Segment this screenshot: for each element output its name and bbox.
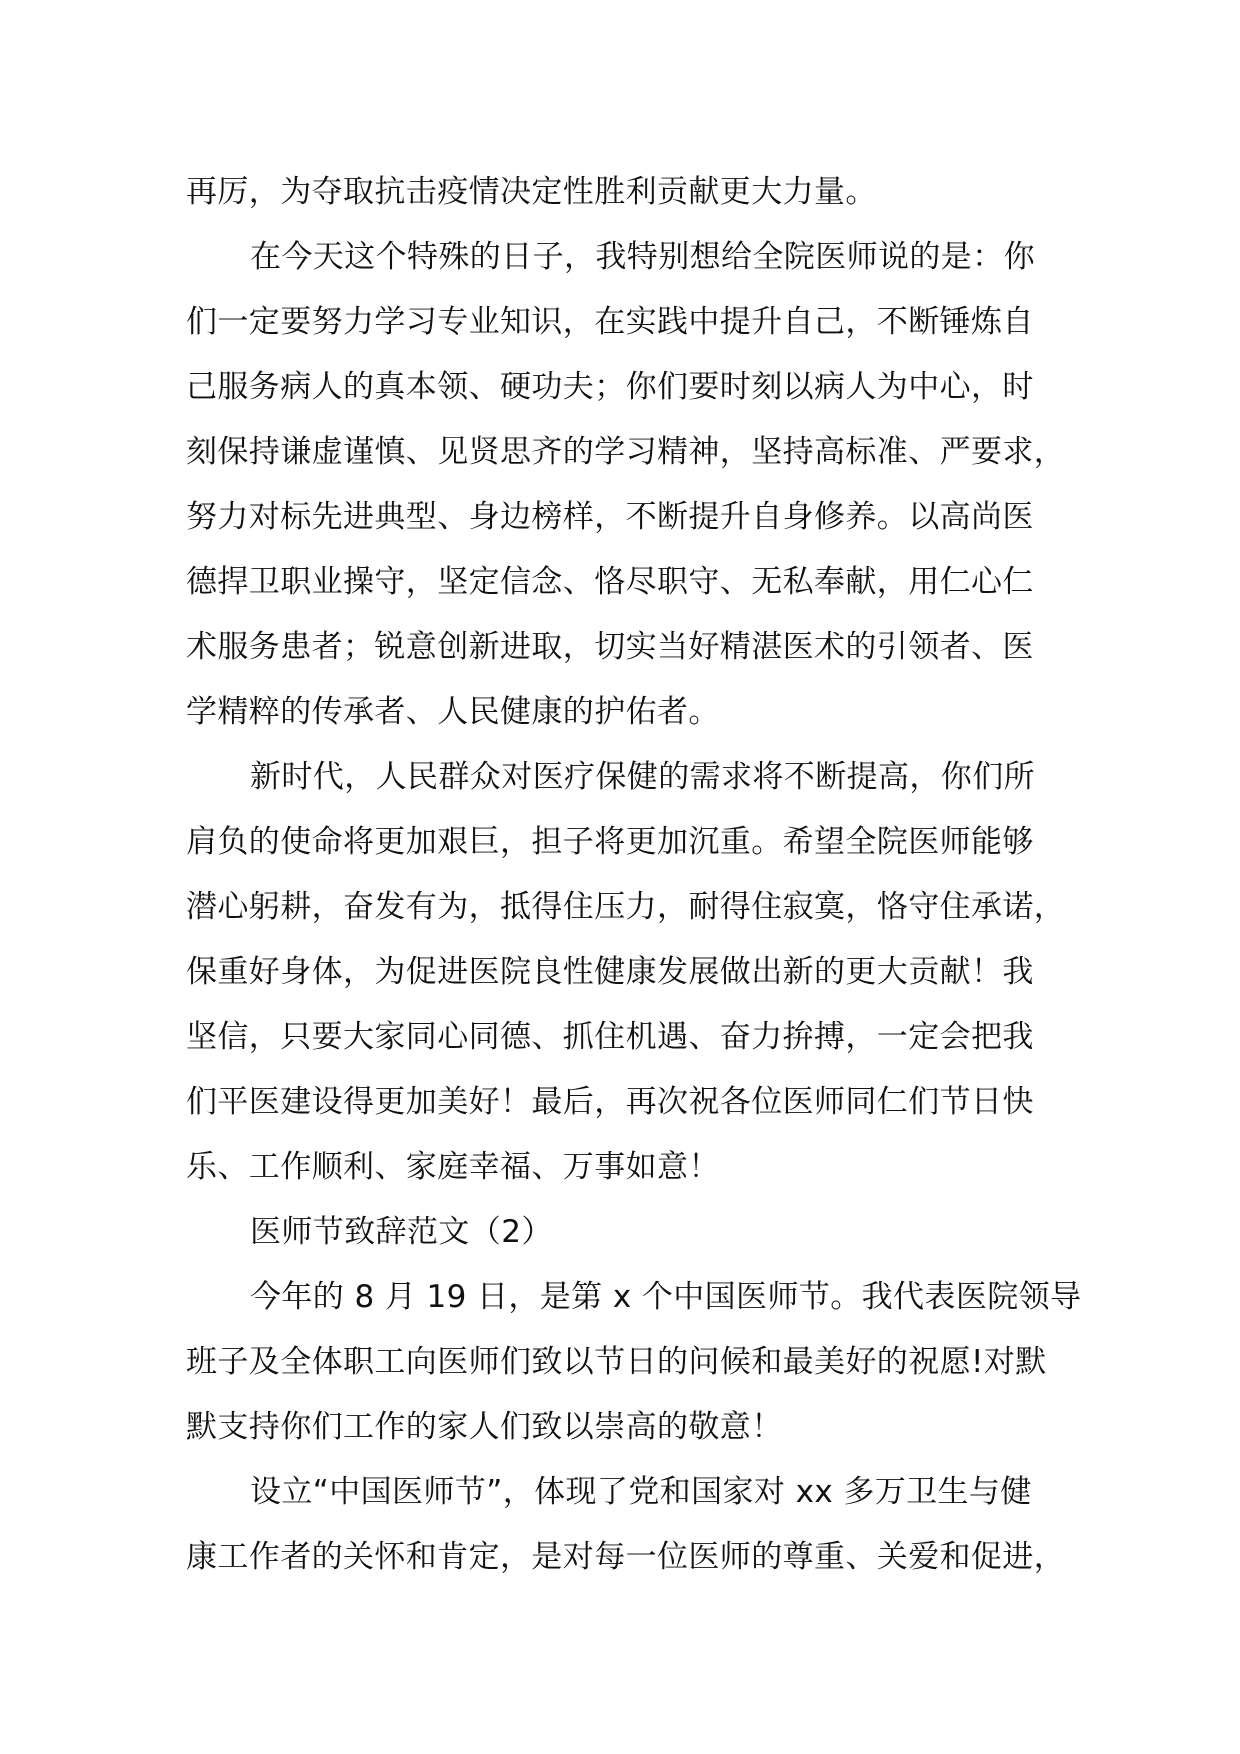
- document-body: [186, 160, 1086, 1590]
- text-line: 术服务患者；锐意创新进取，切实当好精湛医术的引领者、医: [186, 629, 1034, 665]
- text-line: 新时代，人民群众对医疗保健的需求将不断提高，你们所: [250, 759, 1035, 795]
- text-line: 学精粹的传承者、人民健康的护佑者。: [186, 694, 720, 730]
- text-line: 乐、工作顺利、家庭幸福、万事如意！: [186, 1149, 720, 1185]
- text-line: 默支持你们工作的家人们致以崇高的敬意！: [186, 1409, 783, 1445]
- text-line: 今年的 8 月 19 日，是第 x 个中国医师节。我代表医院领导: [250, 1279, 1082, 1315]
- text-line: 坚信，只要大家同心同德、抓住机遇、奋力拚搏，一定会把我: [186, 1019, 1034, 1055]
- text-line: 在今天这个特殊的日子，我特别想给全院医师说的是：你: [250, 239, 1035, 275]
- text-line: 们一定要努力学习专业知识，在实践中提升自己，不断锤炼自: [186, 304, 1034, 340]
- text-line: 设立“中国医师节”，体现了党和国家对 xx 多万卫生与健: [250, 1474, 1032, 1510]
- section-heading: 医师节致辞范文（2）: [250, 1214, 553, 1250]
- text-line: 己服务病人的真本领、硬功夫；你们要时刻以病人为中心，时: [186, 369, 1034, 405]
- text-line: 刻保持谦虚谨慎、见贤思齐的学习精神，坚持高标准、严要求，: [186, 434, 1066, 470]
- text-line: 努力对标先进典型、身边榜样，不断提升自身修养。以高尚医: [186, 499, 1034, 535]
- text-line: 保重好身体，为促进医院良性健康发展做出新的更大贡献！我: [186, 954, 1034, 990]
- text-line: 德捍卫职业操守，坚定信念、恪尽职守、无私奉献，用仁心仁: [186, 564, 1034, 600]
- text-line: 们平医建设得更加美好！最后，再次祝各位医师同仁们节日快: [186, 1084, 1034, 1120]
- text-line: 再厉，为夺取抗击疫情决定性胜利贡献更大力量。: [186, 174, 877, 210]
- text-line: 康工作者的关怀和肯定，是对每一位医师的尊重、关爱和促进，: [186, 1539, 1066, 1575]
- text-line: 潜心躬耕，奋发有为，抵得住压力，耐得住寂寞，恪守住承诺，: [186, 889, 1066, 925]
- text-line: 肩负的使命将更加艰巨，担子将更加沉重。希望全院医师能够: [186, 824, 1034, 860]
- text-line: 班子及全体职工向医师们致以节日的问候和最美好的祝愿!对默: [186, 1344, 1047, 1380]
